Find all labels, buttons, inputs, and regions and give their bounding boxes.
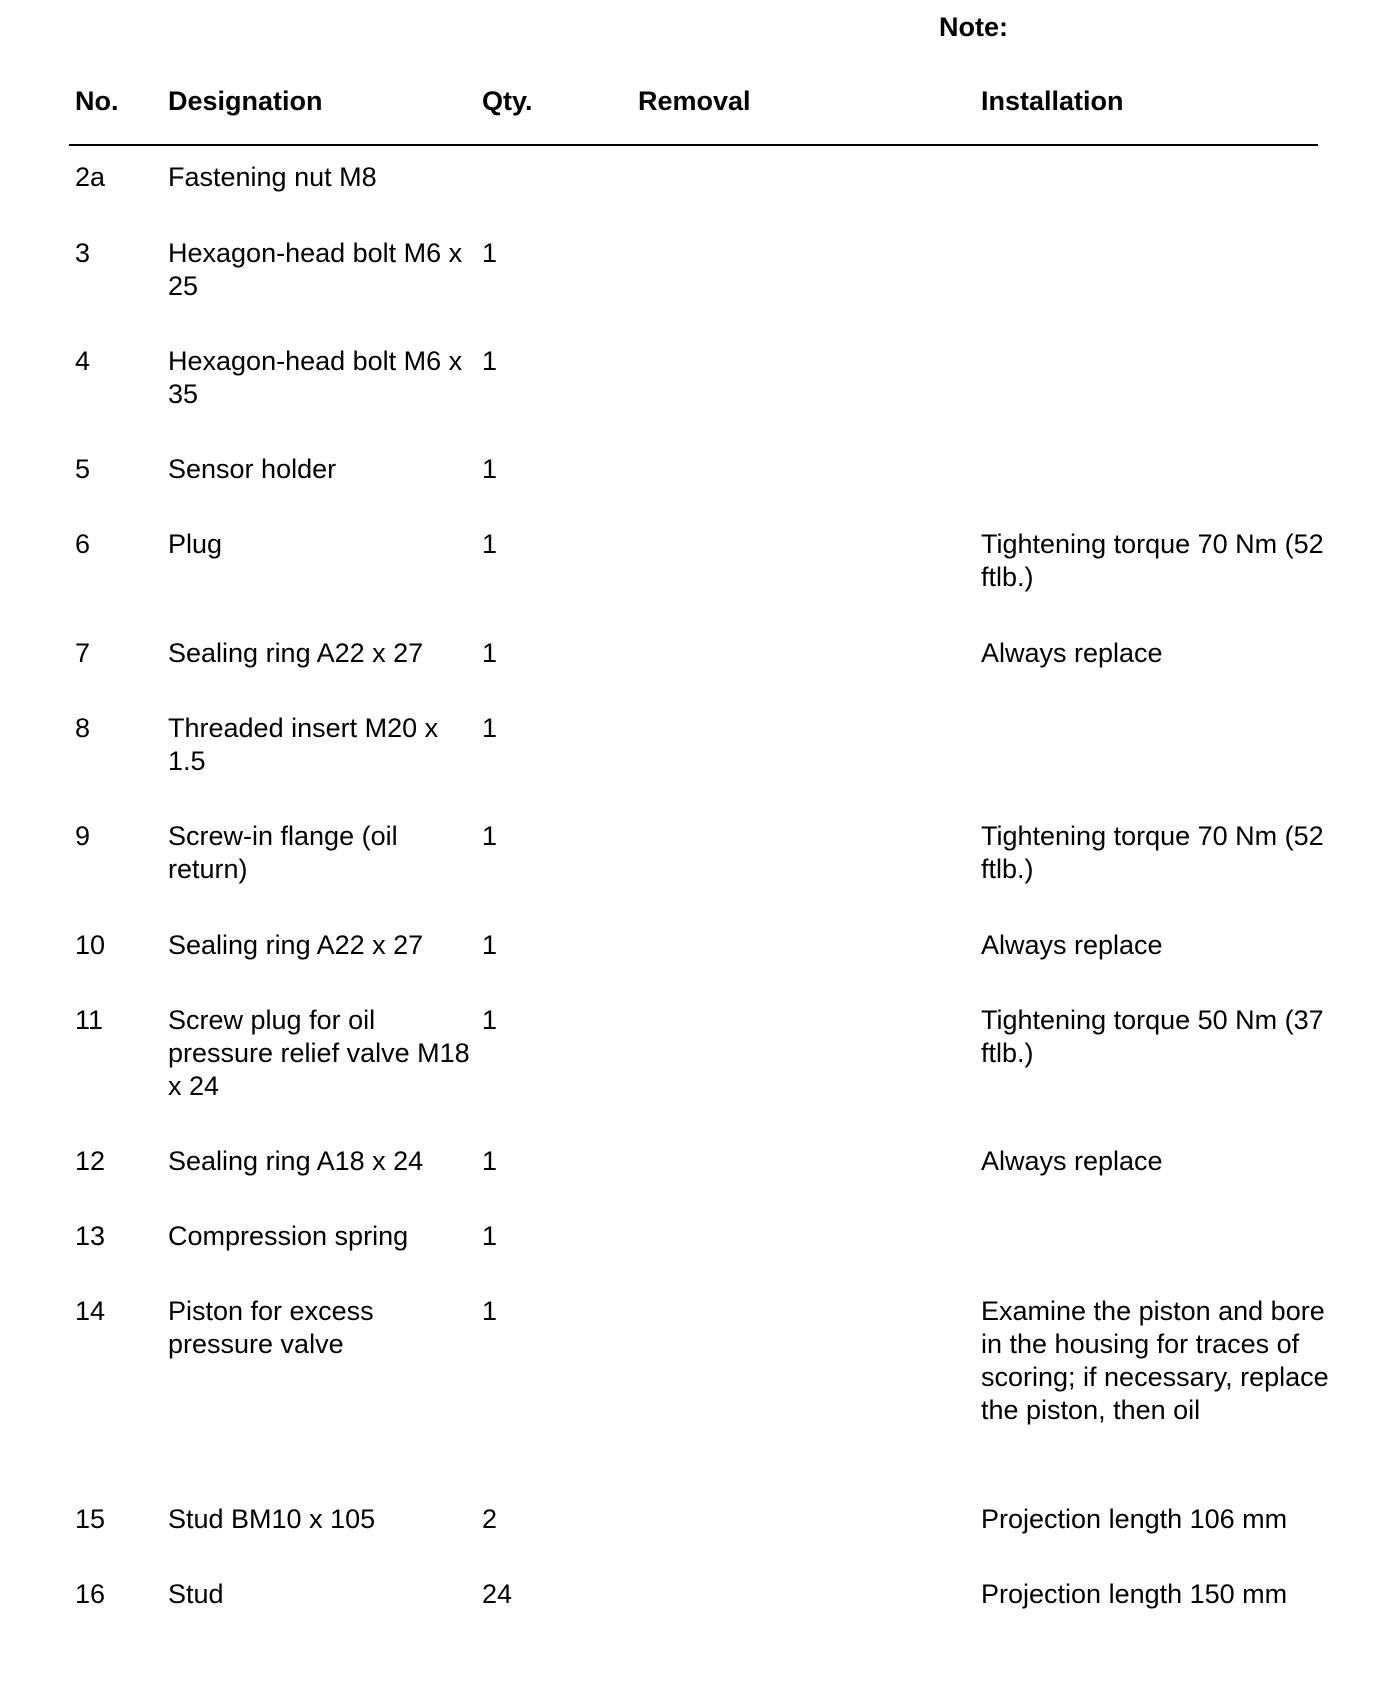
row-installation: Projection length 150 mm [981,1579,1288,1609]
row-installation: Projection length 106 mm [981,1504,1288,1534]
row-qty: 1 [482,238,498,268]
row-no: 13 [75,1221,106,1251]
row-qty: 1 [482,346,498,376]
row-no: 16 [75,1579,106,1609]
row-designation: Fastening nut M8 [168,162,377,192]
row-designation: Threaded insert M20 x 1.5 [168,713,439,776]
row-no: 3 [75,238,91,268]
row-no: 11 [75,1005,104,1035]
row-installation: Tightening torque 50 Nm (37 ftlb.) [981,1005,1324,1068]
row-qty: 1 [482,821,498,851]
row-designation: Sealing ring A22 x 27 [168,930,424,960]
row-installation: Always replace [981,638,1163,668]
row-qty: 24 [482,1579,513,1609]
row-qty: 1 [482,713,498,743]
row-no: 7 [75,638,91,668]
row-designation: Screw-in flange (oil return) [168,821,398,884]
row-qty: 2 [482,1504,498,1534]
row-qty: 1 [482,454,498,484]
row-qty: 1 [482,1146,498,1176]
row-designation: Stud BM10 x 105 [168,1504,376,1534]
row-qty: 1 [482,1005,498,1035]
header-installation: Installation [981,86,1124,116]
row-no: 10 [75,930,106,960]
note-label: Note: [939,12,1008,42]
row-no: 12 [75,1146,106,1176]
row-installation: Always replace [981,1146,1163,1176]
row-qty: 1 [482,1221,498,1251]
row-installation: Tightening torque 70 Nm (52 ftlb.) [981,821,1324,884]
row-designation: Hexagon-head bolt M6 x 25 [168,238,463,301]
row-designation: Hexagon-head bolt M6 x 35 [168,346,463,409]
row-no: 9 [75,821,91,851]
row-no: 2a [75,162,106,192]
row-qty: 1 [482,529,498,559]
row-designation: Compression spring [168,1221,409,1251]
header-designation: Designation [168,86,323,116]
row-no: 5 [75,454,91,484]
row-no: 6 [75,529,91,559]
row-no: 4 [75,346,91,376]
header-no: No. [75,86,119,116]
row-no: 8 [75,713,91,743]
row-qty: 1 [482,638,498,668]
header-removal: Removal [638,86,751,116]
row-installation: Examine the piston and bore in the housing for traces of scoring; if necessary, replace the piston, then oil [981,1296,1329,1425]
row-qty: 1 [482,1296,498,1326]
row-designation: Plug [168,529,223,559]
header-qty: Qty. [482,86,533,116]
row-installation: Tightening torque 70 Nm (52 ftlb.) [981,529,1324,592]
row-qty: 1 [482,930,498,960]
row-designation: Stud [168,1579,224,1609]
row-designation: Sealing ring A18 x 24 [168,1146,424,1176]
row-designation: Sealing ring A22 x 27 [168,638,424,668]
row-designation: Piston for excess pressure valve [168,1296,374,1359]
row-no: 14 [75,1296,106,1326]
row-designation: Sensor holder [168,454,337,484]
row-designation: Screw plug for oil pressure relief valve M18 x 24 [168,1005,470,1101]
row-installation: Always replace [981,930,1163,960]
row-no: 15 [75,1504,106,1534]
